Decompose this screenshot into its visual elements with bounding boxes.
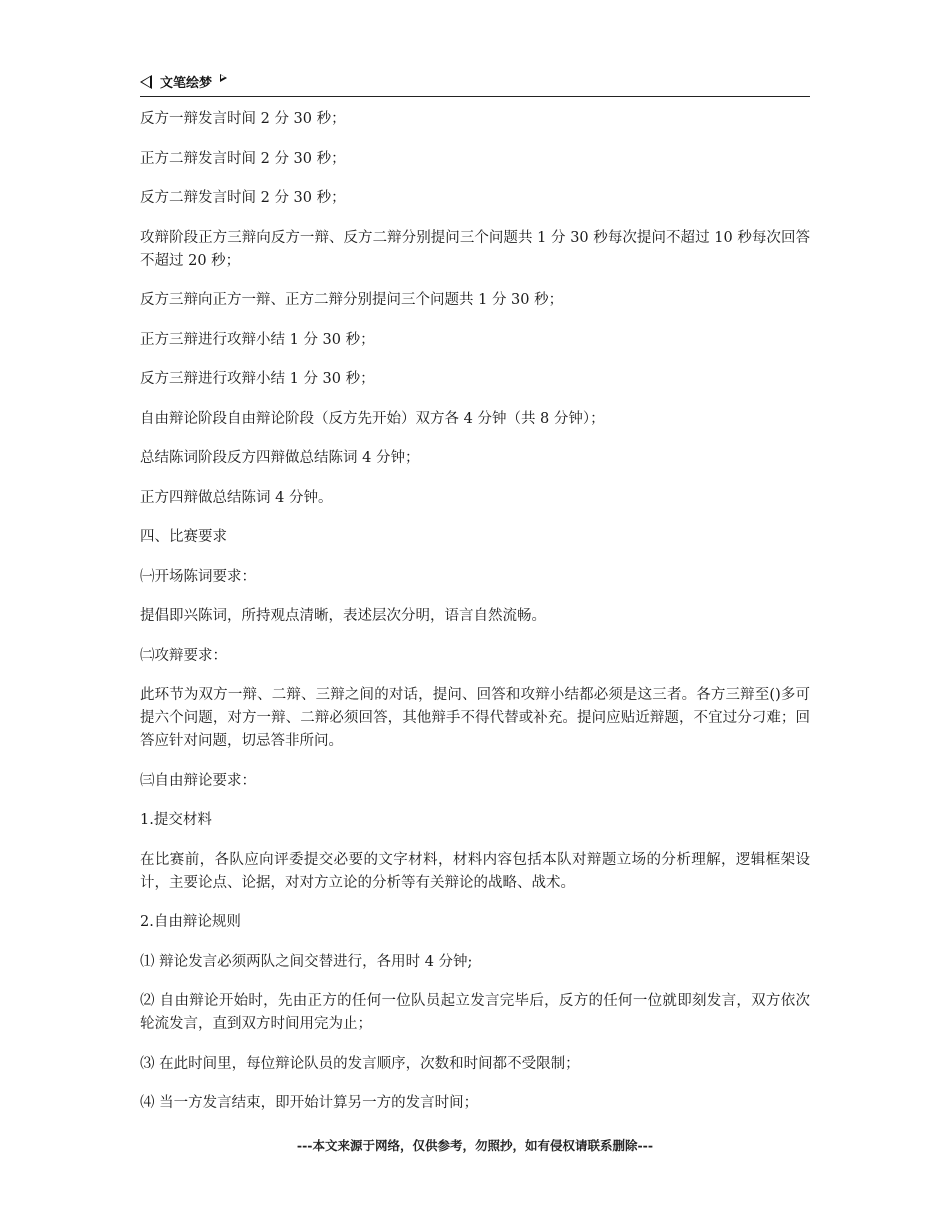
- brand-logo: [140, 72, 227, 91]
- paragraph: 正方四辩做总结陈词 4 分钟。: [140, 489, 333, 506]
- subsection-heading: ㈢自由辩论要求：: [140, 772, 256, 789]
- list-item: ⑵ 自由辩论开始时，先由正方的任何一位队员起立发言完毕后，反方的任何一位就即刻发言，双方依次轮流发言，直到双方时间用完为止；: [140, 993, 810, 1032]
- subsection-heading: ㈠开场陈词要求：: [140, 568, 256, 585]
- list-item: ⑴ 辩论发言必须两队之间交替进行，各用时 4 分钟;: [140, 953, 473, 970]
- section-heading: 四、比赛要求: [140, 529, 227, 545]
- paragraph: 在比赛前，各队应向评委提交必要的文字材料，材料内容包括本队对辩题立场的分析理解，逻辑框架设计，主要论点、论据，对对方立论的分析等有关辩论的战略、战术。: [140, 851, 810, 891]
- paragraph: 提倡即兴陈词，所持观点清晰，表述层次分明，语言自然流畅。: [140, 608, 546, 624]
- paragraph: 反方三辩进行攻辩小结 1 分 30 秒；: [140, 371, 375, 387]
- paragraph: 此环节为双方一辩、二辩、三辩之间的对话，提问、回答和攻辩小结都必须是这三者。各方三辩至()多可提六个问题，对方一辩、二辩必须回答，其他辩手不得代替或补充。提问应贴近辩题，不宜过分刁难；回答应针对问题，切忌答非所问。: [140, 687, 810, 749]
- paragraph: 反方三辩向正方一辩、正方二辩分别提问三个问题共 1 分 30 秒；: [140, 292, 564, 308]
- brand-name: 文笔绘梦: [160, 76, 213, 91]
- paragraph: 攻辩阶段正方三辩向反方一辩、反方二辩分别提问三个问题共 1 分 30 秒每次提问不超过 10 秒每次回答不超过 20 秒；: [140, 229, 810, 269]
- paragraph: 正方三辩进行攻辩小结 1 分 30 秒；: [140, 331, 375, 348]
- paragraph: 自由辩论阶段自由辩论阶段（反方先开始）双方各 4 分钟（共 8 分钟）；: [140, 410, 605, 427]
- list-item: ⑷ 当一方发言结束，即开始计算另一方的发言时间；: [140, 1095, 479, 1111]
- page-header: [140, 70, 810, 97]
- paragraph: 反方一辩发言时间 2 分 30 秒；: [140, 111, 346, 127]
- paragraph: 反方二辩发言时间 2 分 30 秒；: [140, 190, 346, 206]
- list-item: ⑶ 在此时间里，每位辩论队员的发言顺序，次数和时间都不受限制；: [140, 1055, 580, 1072]
- paragraph: 正方二辩发言时间 2 分 30 秒；: [140, 150, 346, 167]
- subsection-heading: ㈡攻辩要求：: [140, 647, 227, 664]
- numbered-heading: 2.自由辩论规则: [140, 914, 241, 930]
- numbered-heading: 1.提交材料: [140, 812, 212, 828]
- page-footer: ---本文来源于网络，仅供参考，勿照抄，如有侵权请联系删除---: [296, 1138, 654, 1153]
- paragraph: 总结陈词阶段反方四辩做总结陈词 4 分钟；: [140, 450, 420, 466]
- right-triangle-icon: [220, 74, 227, 82]
- left-triangle-icon: [140, 75, 152, 89]
- document-body: [140, 108, 810, 1132]
